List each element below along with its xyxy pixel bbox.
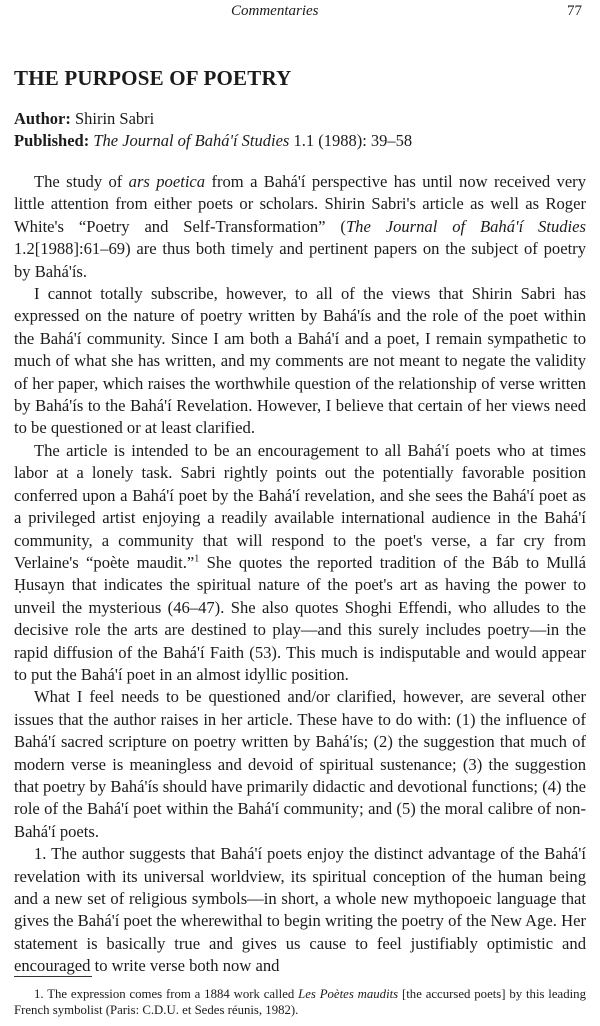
paragraph [14,171,586,283]
running-head: Commentaries [231,3,319,19]
paragraph [14,440,586,686]
author-label: Author: [14,109,71,128]
article-title: THE PURPOSE OF POETRY [14,66,292,90]
text-run: 1. The author suggests that Bahá'í poets enjoy the distinct advantage of the Bahá'í revelation with its universal worldview, its spiritual conception of the human being and a new set of religious symbols—in short, a whole new mythopoeic language that gives the Bahá'í poet the wherewithal to begin writing the poetry of the New Age. Her statement is basically true and gives us cause to feel justifiably optimistic and encouraged to write verse both now and [14,844,586,976]
text-run: [the accursed poets] by this leading French symbolist (Paris: C.D.U. et Sedes réunis, 1982). [14,987,586,1017]
text-run: What I feel needs to be questioned and/or clarified, however, are several other issues that the author raises in her article. These have to do with: (1) the influence of Bahá'í sacred scripture on poetry written by Bahá'ís; (2) the suggestion that much of modern verse is meaningless and devoid of spiritual sustenance; (3) the suggestion that poetry by Bahá'ís should have primarily didactic and devotional functions; (4) the role of the Bahá'í poet within the Bahá'í community; and (5) the moral calibre of non-Bahá'í poets. [14,687,586,841]
page-header [0,3,600,23]
paragraph [14,686,586,843]
published-line [14,131,412,151]
footnote-divider [14,976,92,977]
citation: 1.1 (1988): 39–58 [293,131,413,150]
author-line [14,109,154,129]
text-run: She quotes the reported tradition of the Báb to Mullá Ḥusayn that indicates the spiritual nature of the poet's art as having the power to unveil the mysterious (46–47). She also quotes Shoghi Effendi, who alludes to the decisive role the arts are destined to play—and this surely includes poetry—in the rapid diffusion of the Bahá'í Faith (53). This much is indisputable and would appear to put the Bahá'í poet in an almost idyllic position. [14,552,586,684]
footnote [14,986,586,1018]
text-run: I cannot totally subscribe, however, to all of the views that Shirin Sabri has expressed on the nature of poetry written by Bahá'ís and the role of the poet within the Bahá'í community. Since I am both a Bahá'í and a poet, I remain sympathetic to much of what she has written, and my comments are not meant to negate the validity of her paper, which raises the worthwhile question of the relationship of verse written by Bahá'ís to the Bahá'í Revelation. However, I believe that certain of her views need to be questioned or at least clarified. [14,284,586,438]
text-run: 1. The expression comes from a 1884 work called [34,987,299,1001]
footnote-marker: 1 [194,553,200,565]
paragraph [14,843,586,977]
paragraph [14,283,586,440]
page-number: 77 [567,3,582,19]
italic-text: Les Poètes maudits [298,987,399,1001]
article-body [14,171,586,978]
text-run: The article is intended to be an encouragement to all Bahá'í poets who at times labor at a lonely task. Sabri rightly points out the potentially favorable position conferred upon a Bahá'í poet by the Bahá'í revelation, and she sees the Bahá'í poet as a privileged artist enjoying a readily available international audience in the Bahá'í community, a community that will respond to the poet's verse, a far cry from Verlaine's “poète maudit.” [14,440,586,572]
italic-text: The Journal of Bahá'í Studies [345,216,586,236]
journal-name: The Journal of Bahá'í Studies [93,131,290,150]
published-label: Published: [14,131,90,150]
text-run: from a Bahá'í perspective has until now received very little attention from either poets or scholars. Shirin Sabri's article as well as Roger White's “Poetry and Self-Transformation” ( [14,172,587,236]
author-name: Shirin Sabri [74,109,155,128]
text-run: The study of [34,172,129,191]
italic-text: ars poetica [128,172,206,191]
text-run: 1.2[1988]:61–69) are thus both timely and pertinent papers on the subject of poetry by Bahá'ís. [14,239,586,281]
